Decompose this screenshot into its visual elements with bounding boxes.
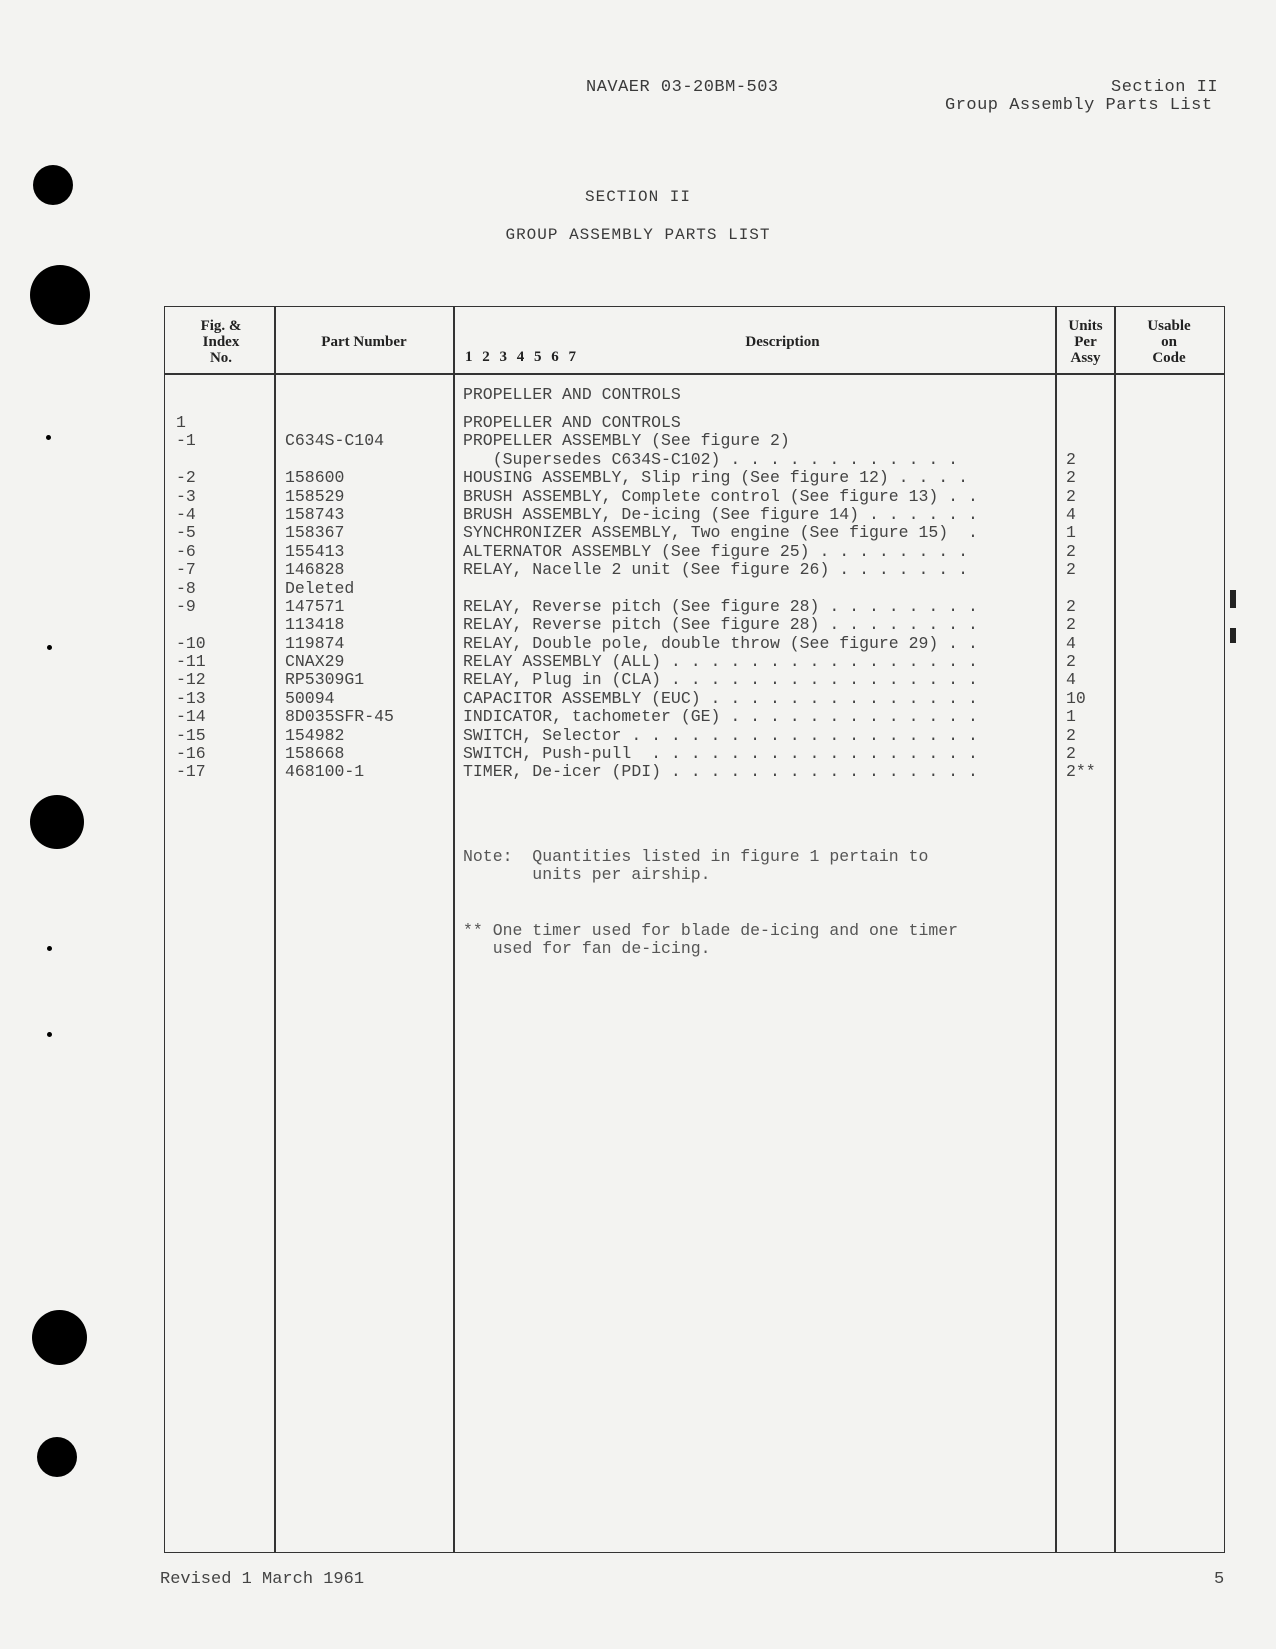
part-number: C634S-C104 <box>285 431 385 451</box>
fig-index: -6 <box>176 541 196 561</box>
fig-index: -14 <box>176 707 206 727</box>
table-row <box>0 708 1276 726</box>
table-row <box>0 690 1276 708</box>
table-row <box>0 561 1276 579</box>
punch-dot <box>47 946 52 951</box>
part-number: 8D035SFR-45 <box>285 707 394 727</box>
table-row <box>0 653 1276 671</box>
description: TIMER, De-icer (PDI) . . . . . . . . . . . . . . . . <box>463 762 978 782</box>
description: INDICATOR, tachometer (GE) . . . . . . . . . . . . . <box>463 707 978 727</box>
col-header-description: Description <box>745 334 820 350</box>
page-title: SECTION II <box>584 188 691 206</box>
table-row <box>0 543 1276 561</box>
fig-index: -8 <box>176 578 196 598</box>
units-per-assy: 4 <box>1066 670 1076 690</box>
table-row <box>0 763 1276 781</box>
part-number: 158529 <box>285 486 345 506</box>
fig-index: -16 <box>176 744 206 764</box>
page-subtitle: GROUP ASSEMBLY PARTS LIST <box>505 226 771 244</box>
header-divider <box>164 373 1224 375</box>
table-row <box>0 451 1276 469</box>
table-row <box>0 616 1276 634</box>
units-per-assy: 2 <box>1066 744 1076 764</box>
fig-index: -4 <box>176 504 196 524</box>
table-row <box>0 506 1276 524</box>
fig-index: -3 <box>176 486 196 506</box>
table-row <box>0 635 1276 653</box>
footnote: ** One timer used for blade de-icing and one timer used for fan de-icing. <box>463 921 959 959</box>
fig-index: -15 <box>176 725 206 745</box>
table-row <box>0 414 1276 432</box>
units-per-assy: 4 <box>1066 504 1076 524</box>
units-per-assy: 1 <box>1066 523 1076 543</box>
col-header-units-per-assy: Units Per Assy <box>1068 318 1103 366</box>
group-heading: PROPELLER AND CONTROLS <box>463 385 681 404</box>
description: HOUSING ASSEMBLY, Slip ring (See figure 12) . . . . <box>463 468 968 488</box>
fig-index: -17 <box>176 762 206 782</box>
binder-hole <box>30 265 90 325</box>
table-row <box>0 524 1276 542</box>
units-per-assy: 2 <box>1066 560 1076 580</box>
units-per-assy: 2 <box>1066 615 1076 635</box>
binder-hole <box>30 795 84 849</box>
units-per-assy: 2 <box>1066 541 1076 561</box>
fig-index: 1 <box>176 413 186 432</box>
table-row <box>0 432 1276 450</box>
section-label: Section II <box>1111 78 1219 97</box>
fig-index: -2 <box>176 468 196 488</box>
part-number: 154982 <box>285 725 345 745</box>
units-per-assy: 4 <box>1066 633 1076 653</box>
description: RELAY, Nacelle 2 unit (See figure 26) . . . . . . . <box>463 560 968 580</box>
fig-index: -1 <box>176 431 196 451</box>
page-number: 5 <box>1214 1570 1225 1589</box>
col-header-indent-levels: 1 2 3 4 5 6 7 <box>465 349 579 365</box>
fig-index: -10 <box>176 633 206 653</box>
fig-index: -7 <box>176 560 196 580</box>
description: SWITCH, Selector . . . . . . . . . . . . . . . . . . <box>463 725 978 745</box>
description: BRUSH ASSEMBLY, Complete control (See figure 13) . . <box>463 486 978 506</box>
quantity-note: Note: Quantities listed in figure 1 pertain to units per airship. <box>463 847 929 885</box>
table-row <box>0 745 1276 763</box>
units-per-assy: 2 <box>1066 596 1076 616</box>
part-number: 158600 <box>285 468 345 488</box>
part-number: 158743 <box>285 504 345 524</box>
binder-hole <box>37 1437 77 1477</box>
part-number: 146828 <box>285 560 345 580</box>
units-per-assy: 2 <box>1066 486 1076 506</box>
document-number: NAVAER 03-20BM-503 <box>586 78 779 97</box>
description: CAPACITOR ASSEMBLY (EUC) . . . . . . . . . . . . . . <box>463 688 978 708</box>
part-number: 147571 <box>285 596 345 616</box>
table-row <box>0 727 1276 745</box>
punch-dot <box>47 1032 52 1037</box>
part-number: 50094 <box>285 688 335 708</box>
part-number: 158367 <box>285 523 345 543</box>
fig-index: -12 <box>176 670 206 690</box>
revision-date: Revised 1 March 1961 <box>160 1570 365 1589</box>
binder-hole <box>32 1310 87 1365</box>
description: SYNCHRONIZER ASSEMBLY, Two engine (See figure 15) . <box>463 523 978 543</box>
description: PROPELLER AND CONTROLS <box>463 413 681 432</box>
units-per-assy: 2 <box>1066 468 1076 488</box>
units-per-assy: 2 <box>1066 725 1076 745</box>
part-number: 158668 <box>285 744 345 764</box>
description: RELAY, Reverse pitch (See figure 28) . . . . . . . . <box>463 615 978 635</box>
description: BRUSH ASSEMBLY, De-icing (See figure 14) . . . . . . <box>463 504 978 524</box>
units-per-assy: 10 <box>1066 688 1086 708</box>
part-number: RP5309G1 <box>285 670 365 690</box>
description: RELAY, Reverse pitch (See figure 28) . . . . . . . . <box>463 596 978 616</box>
fig-index: -11 <box>176 652 206 672</box>
table-row <box>0 671 1276 689</box>
description: PROPELLER ASSEMBLY (See figure 2) <box>463 431 790 451</box>
description: SWITCH, Push-pull . . . . . . . . . . . . . . . . . <box>463 744 978 764</box>
part-number: 113418 <box>285 615 345 635</box>
description: ALTERNATOR ASSEMBLY (See figure 25) . . . . . . . . <box>463 541 968 561</box>
units-per-assy: 2** <box>1066 762 1096 782</box>
description: RELAY, Double pole, double throw (See figure 29) . . <box>463 633 978 653</box>
part-number: Deleted <box>285 578 355 598</box>
table-row <box>0 469 1276 487</box>
table-body <box>0 414 1276 782</box>
table-row <box>0 580 1276 598</box>
units-per-assy: 2 <box>1066 652 1076 672</box>
table-row <box>0 598 1276 616</box>
col-header-part-number: Part Number <box>321 334 407 350</box>
part-number: CNAX29 <box>285 652 345 672</box>
table-row <box>0 488 1276 506</box>
fig-index: -9 <box>176 596 196 616</box>
part-number: 468100-1 <box>285 762 365 782</box>
col-header-usable-on-code: Usable on Code <box>1147 318 1191 366</box>
description: RELAY ASSEMBLY (ALL) . . . . . . . . . . . . . . . . <box>463 652 978 672</box>
description: RELAY, Plug in (CLA) . . . . . . . . . . . . . . . . <box>463 670 978 690</box>
part-number: 155413 <box>285 541 345 561</box>
units-per-assy: 2 <box>1066 449 1076 469</box>
fig-index: -13 <box>176 688 206 708</box>
section-title: Group Assembly Parts List <box>945 96 1213 115</box>
col-header-fig-index: Fig. & Index No. <box>200 318 242 366</box>
description: (Supersedes C634S-C102) . . . . . . . . . . . . <box>463 449 959 469</box>
units-per-assy: 1 <box>1066 707 1076 727</box>
fig-index: -5 <box>176 523 196 543</box>
part-number: 119874 <box>285 633 345 653</box>
